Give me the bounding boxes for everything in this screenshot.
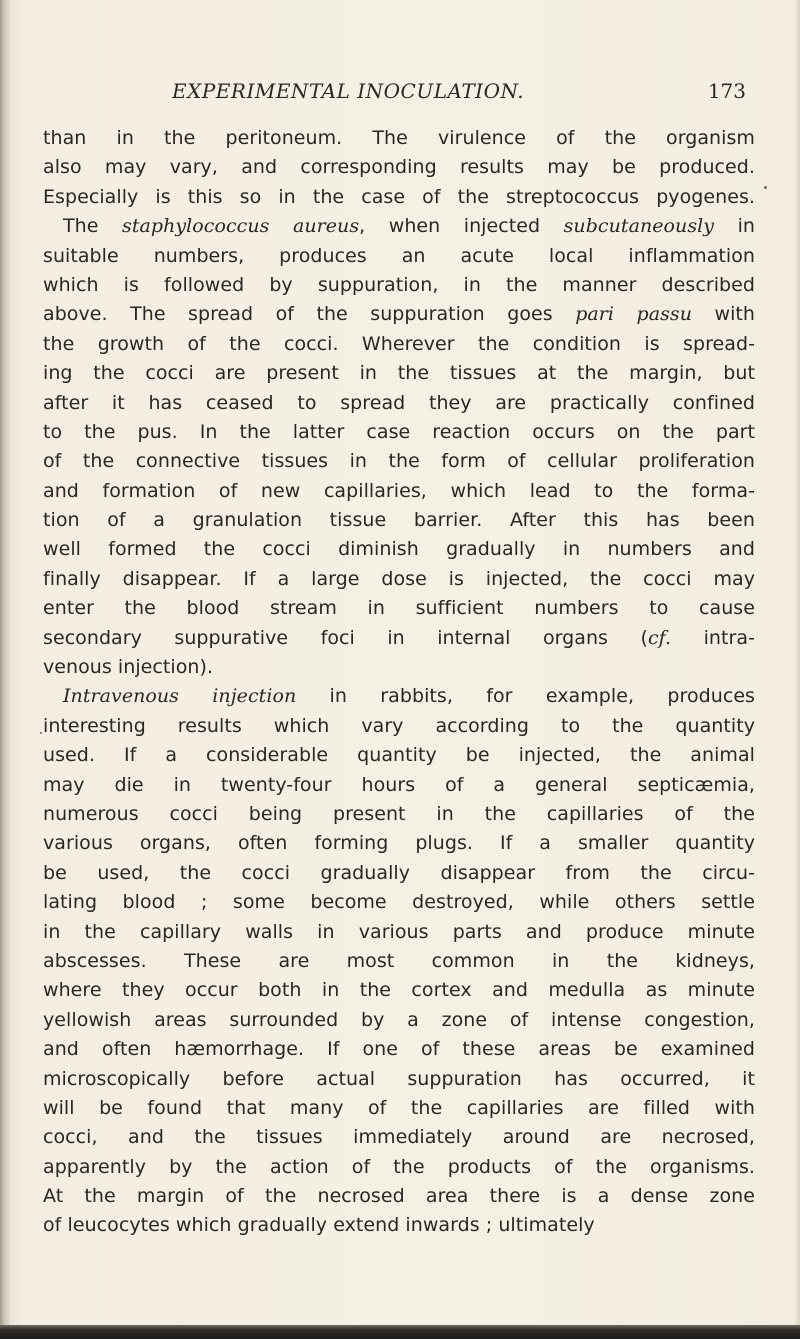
text-line	[43, 1006, 755, 1035]
italic-text: cf.	[647, 626, 672, 649]
text-line	[43, 682, 755, 711]
page-gutter-shadow	[0, 0, 10, 1339]
text-line	[43, 565, 755, 594]
text-run: of leucocytes which gradually extend inwards ; ultimately	[43, 1214, 595, 1237]
text-line	[43, 1094, 755, 1123]
text-run: to the pus. In the latter case reaction occurs on the part	[43, 420, 755, 443]
text-line	[43, 124, 755, 153]
text-run: will be found that many of the capillaries are filled with	[43, 1096, 755, 1119]
text-run: may die in twenty-four hours of a general septicæmia,	[43, 773, 755, 796]
text-line	[43, 800, 755, 829]
text-run: after it has ceased to spread they are practically confined	[43, 391, 755, 414]
text-run: microscopically before actual suppuration has occurred, it	[43, 1067, 755, 1090]
text-line	[43, 153, 755, 182]
text-run: with	[692, 303, 756, 326]
text-run: be used, the cocci gradually disappear from the circu-	[43, 861, 755, 884]
text-line	[43, 477, 755, 506]
text-line	[43, 359, 755, 388]
text-run: tion of a granulation tissue barrier. After this has been	[43, 509, 755, 532]
text-run: cocci, and the tissues immediately around are necrosed,	[43, 1126, 755, 1149]
text-run: Especially is this so in the case of the streptococcus pyogenes.	[43, 185, 755, 208]
text-line	[43, 418, 755, 447]
text-line	[43, 829, 755, 858]
text-line	[43, 1065, 755, 1094]
text-run: above. The spread of the suppuration goes	[43, 303, 576, 326]
text-line	[43, 653, 755, 682]
text-line	[43, 712, 755, 741]
scan-bottom-edge	[0, 1325, 800, 1339]
text-line	[43, 506, 755, 535]
body-text	[43, 124, 755, 1241]
text-line	[43, 771, 755, 800]
italic-text: staphylococcus aureus	[122, 215, 360, 238]
text-line	[43, 300, 755, 329]
text-line	[43, 918, 755, 947]
italic-text: subcutaneously	[563, 215, 715, 238]
text-run: and formation of new capillaries, which lead to the forma-	[43, 479, 755, 502]
italic-text: Intravenous injection	[63, 685, 297, 708]
text-line	[43, 212, 755, 241]
text-run: and often hæmorrhage. If one of these areas be examined	[43, 1038, 755, 1061]
text-line	[43, 888, 755, 917]
paper-speck	[764, 186, 767, 189]
text-run: abscesses. These are most common in the kidneys,	[43, 949, 755, 972]
text-run: which is followed by suppuration, in the manner described	[43, 273, 755, 296]
running-title: EXPERIMENTAL INOCULATION.	[172, 79, 525, 103]
text-run: intra-	[671, 626, 755, 649]
page-edge-shadow	[794, 0, 800, 1339]
text-run: in	[714, 215, 755, 238]
text-run: in rabbits, for example, produces	[296, 685, 756, 708]
text-line	[43, 594, 755, 623]
text-run: also may vary, and corresponding results may be produced.	[43, 156, 755, 179]
italic-text: pari passu	[575, 303, 693, 326]
page-number: 173	[707, 79, 746, 103]
text-line	[43, 976, 755, 1005]
text-run: interesting results which vary according to the quantity	[43, 714, 755, 737]
text-line	[43, 1035, 755, 1064]
text-line	[43, 389, 755, 418]
text-line	[43, 1182, 755, 1211]
text-run: where they occur both in the cortex and medulla as minute	[43, 979, 755, 1002]
text-line	[43, 859, 755, 888]
text-run: suitable numbers, produces an acute local inflammation	[43, 244, 755, 267]
text-line	[43, 741, 755, 770]
text-run: At the margin of the necrosed area there is a dense zone	[43, 1185, 755, 1208]
text-run: in the capillary walls in various parts and produce minute	[43, 920, 755, 943]
text-run: ing the cocci are present in the tissues at the margin, but	[43, 362, 755, 385]
text-run: venous injection).	[43, 656, 214, 679]
text-line	[43, 1153, 755, 1182]
text-run: apparently by the action of the products of the organisms.	[43, 1155, 755, 1178]
text-run: yellowish areas surrounded by a zone of intense congestion,	[43, 1008, 755, 1031]
text-run: numerous cocci being present in the capillaries of the	[43, 802, 755, 825]
text-line	[43, 183, 755, 212]
text-line	[43, 330, 755, 359]
text-run: the growth of the cocci. Wherever the condition is spread-	[43, 332, 755, 355]
text-line	[43, 242, 755, 271]
text-line	[43, 624, 755, 653]
text-line	[43, 271, 755, 300]
text-run: of the connective tissues in the form of cellular proliferation	[43, 450, 755, 473]
text-line	[43, 1211, 755, 1240]
text-line	[43, 447, 755, 476]
text-line	[43, 535, 755, 564]
paper-speck	[40, 732, 42, 734]
text-line	[43, 1123, 755, 1152]
text-run: than in the peritoneum. The virulence of the organism	[43, 127, 755, 149]
text-run: secondary suppurative foci in internal organs (	[43, 626, 648, 649]
text-run: well formed the cocci diminish gradually in numbers and	[43, 538, 755, 561]
text-run: The	[63, 215, 123, 238]
page-header	[172, 76, 746, 106]
text-run: enter the blood stream in sufficient numbers to cause	[43, 597, 755, 620]
text-run: various organs, often forming plugs. If a smaller quantity	[43, 832, 755, 855]
text-run: , when injected	[359, 215, 564, 238]
text-run: lating blood ; some become destroyed, while others settle	[43, 891, 755, 914]
text-run: used. If a considerable quantity be injected, the animal	[43, 744, 755, 767]
text-line	[43, 947, 755, 976]
text-run: finally disappear. If a large dose is injected, the cocci may	[43, 567, 755, 590]
